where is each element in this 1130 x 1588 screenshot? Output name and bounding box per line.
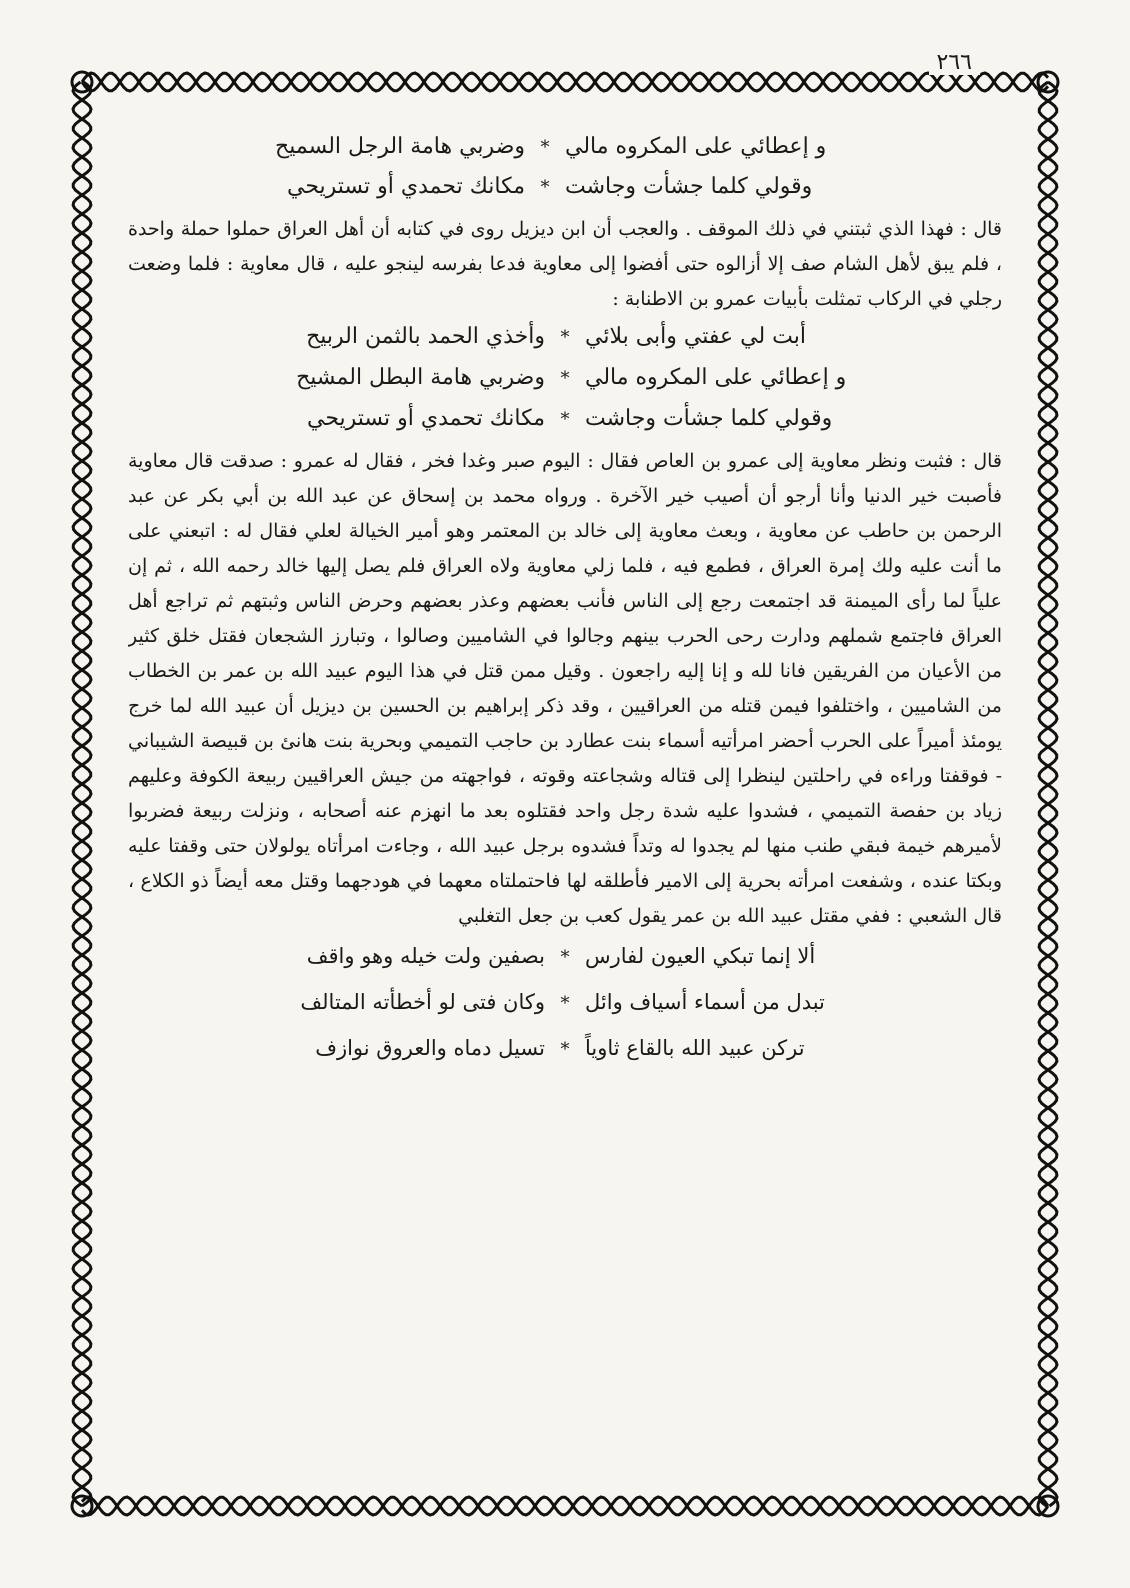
verse-hemistich-first: أبت لي عفتي وأبى بلائي — [585, 324, 806, 349]
verse-hemistich-second: مكانك تحمدي أو تستريحي — [306, 406, 545, 431]
verse-hemistich-second: وضربي هامة البطل المشيح — [296, 365, 545, 390]
verse-separator-star: * — [560, 993, 570, 1014]
verse-line — [128, 317, 1002, 358]
verse-separator-star: * — [540, 137, 550, 158]
page-body — [128, 128, 1002, 1466]
page-number: ٢٦٦ — [929, 50, 980, 75]
verse-separator-star: * — [560, 947, 570, 968]
verse-line — [128, 167, 962, 208]
verse-hemistich-second: مكانك تحمدي أو تستريحي — [286, 174, 525, 199]
verse-line — [128, 1026, 1002, 1072]
verse-separator-star: * — [560, 409, 570, 430]
paragraph-text: قال : فهذا الذي ثبتني في ذلك الموقف . والعجب أن ابن ديزيل روى في كتابه أن أهل العراق حملوا حملة واحدة ، فلم يبق لأهل الشام صف إلا أزالوه حتى أفضوا إلى معاوية فدعا بفرسه لينجو عليه ، قال معاوية : فلما وضعت رجلي في الركاب تمثلت بأبيات عمرو بن الاطنابة : — [128, 218, 1002, 310]
verse-hemistich-second: تسيل دماه والعروق نوازف — [315, 1036, 545, 1060]
verse-group-top — [128, 128, 962, 208]
verse-separator-star: * — [560, 327, 570, 348]
prose-paragraph-2 — [128, 444, 1002, 934]
paragraph-text: قال : فثبت ونظر معاوية إلى عمرو بن العاص فقال : اليوم صبر وغدا فخر ، فقال له عمرو : صدقت قال معاوية فأصبت خير الدنيا وأنا أرجو أن أصيب خير الآخرة . ورواه محمد بن إسحاق عن عبد الله بن أبي بكر عن عبد الرحمن بن حاطب عن معاوية ، وبعث معاوية إلى خالد بن المعتمر وهو أمير الخيالة لعلي فقال له : اتبعني على ما أنت عليه ولك إمرة العراق ، فطمع فيه ، فلما زلي معاوية ولاه العراق فلم يصل إليها خالد رحمه الله ، ثم إن علياً لما رأى الميمنة قد اجتمعت رجع إلى الناس فأنب بعضهم وعذر بعضهم وحرض الناس وثبتهم ثم تراجع أهل العراق فاجتمع شملهم ودارت رحى الحرب بينهم وجالوا في الشاميين وصالوا ، وتبارز الشجعان فقتل خلق كثير من الأعيان من الفريقين فانا لله و إنا إليه راجعون . وقيل ممن قتل في هذا اليوم عبيد الله بن عمر بن الخطاب من الشاميين ، واختلفوا فيمن قتله من العراقيين ، وقد ذكر إبراهيم بن الحسين بن ديزيل أن عبيد الله لما خرج يومئذ أميراً على الحرب أحضر امرأتيه أسماء بنت عطارد بن حاجب التميمي وبحرية بنت هانئ بن قبيصة الشيباني - فوقفتا وراءه في راحلتين لينظرا إلى قتاله وشجاعته وقوته ، فواجهته من جيش العراقيين ربيعة الكوفة وعليهم زياد بن حفصة التميمي ، فشدوا عليه شدة رجل واحد فقتلوه بعد ما انهزم عنه أصحابه ، ونزلت ربيعة فضربوا لأميرهم خيمة فبقي طنب منها لم يجدوا له وتداً فشدوه برجل عبيد الله ، وجاءت امرأتاه يولولان حتى وقفتا عليه وبكتا عنده ، وشفعت امرأته بحرية إلى الامير فأطلقه لها فاحتملتاه معهما في هودجهما وقتل معه أيضاً ذو الكلاع ، قال الشعبي : ففي مقتل عبيد الله بن عمر يقول كعب بن جعل التغلبي — [128, 450, 1002, 927]
verse-hemistich-second: وضربي هامة الرجل السميح — [275, 134, 525, 159]
verse-hemistich-second: بصفين ولت خيله وهو واقف — [306, 944, 545, 968]
verse-hemistich-first: و إعطائي على المكروه مالي — [565, 134, 827, 159]
prose-paragraph-1 — [128, 212, 1002, 317]
verse-separator-star: * — [540, 177, 550, 198]
verse-group-middle — [128, 317, 1002, 440]
verse-line — [128, 980, 1002, 1026]
verse-hemistich-second: وكان فتى لو أخطأته المتالف — [300, 990, 545, 1014]
verse-hemistich-first: وقولي كلما جشأت وجاشت — [565, 174, 813, 199]
verse-line — [128, 358, 1002, 399]
verse-line — [128, 399, 1002, 440]
verse-hemistich-first: تبدل من أسماء أسياف وائل — [585, 990, 825, 1014]
verse-hemistich-first: تركن عبيد الله بالقاع ثاوياً — [585, 1036, 805, 1060]
verse-hemistich-first: ألا إنما تبكي العيون لفارس — [585, 944, 816, 968]
verse-hemistich-second: وأخذي الحمد بالثمن الربيح — [306, 324, 545, 349]
verse-separator-star: * — [560, 1039, 570, 1060]
verse-line — [128, 934, 1002, 980]
verse-line — [128, 128, 962, 167]
verse-separator-star: * — [560, 368, 570, 389]
verse-group-bottom — [128, 934, 1002, 1072]
verse-hemistich-first: و إعطائي على المكروه مالي — [585, 365, 847, 390]
verse-hemistich-first: وقولي كلما جشأت وجاشت — [585, 406, 833, 431]
